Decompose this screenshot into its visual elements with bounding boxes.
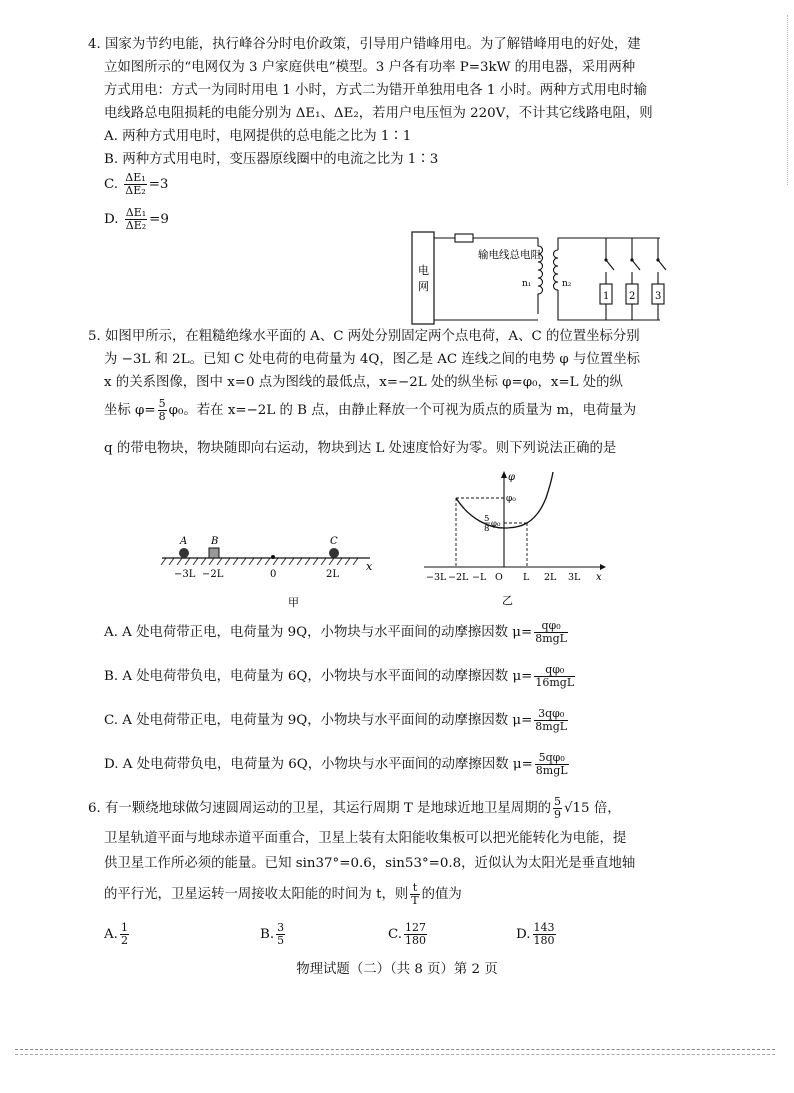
q4-option-c-fraction: [124, 172, 146, 197]
q6-option-d-label: D.: [516, 927, 531, 942]
q5-line1: 5. 如图甲所示，在粗糙绝缘水平面的 A、C 两处分别固定两个点电荷，A、C 的位置坐标分别: [88, 329, 640, 344]
label-c: C: [330, 536, 338, 547]
tick-neg3l: −3L: [174, 569, 196, 580]
secondary-coil: [554, 250, 559, 290]
frac-den: T: [411, 894, 419, 907]
n2-label: n₂: [562, 279, 572, 289]
q6-option-c-fraction: [404, 922, 427, 947]
q5-option-c-text: C. A 处电荷带正电，电荷量为 9Q，小物块与水平面间的动摩擦因数 μ=: [104, 713, 533, 728]
x-axis-label: x: [596, 572, 602, 583]
q5-line5: q 的带电物块，物块随即向右运动，物块到达 L 处速度恰好为零。则下列说法正确的是: [104, 441, 617, 456]
load-1-label: 1: [603, 291, 610, 302]
charge-a: [179, 548, 189, 558]
tick-neg2l: −2L: [202, 569, 224, 580]
grid-box: [412, 232, 434, 324]
q5-line4-end: φ₀。若在 x=−2L 的 B 点，由静止释放一个可视为质点的质量为 m，电荷量为: [168, 403, 637, 418]
q5-option-b: [104, 664, 577, 689]
frac-den: 8: [158, 410, 166, 423]
q6-line1-start: 6. 有一颗绕地球做匀速圆周运动的卫星，其运行周期 T 是地球近地卫星周期的: [88, 801, 551, 816]
label-a: A: [180, 536, 188, 547]
q6-option-a: [104, 922, 131, 947]
q4-line3: 方式用电：方式一为同时用电 1 小时，方式二为错开单独用电各 1 小时。两种方式用电时输: [104, 83, 647, 98]
frac-num: 5: [158, 397, 166, 410]
q5-line4-fraction: [158, 398, 167, 423]
frac-den: 5: [277, 934, 285, 947]
q6-line4-fraction: [410, 882, 419, 907]
q5-option-b-text: B. A 处电荷带负电，电荷量为 6Q，小物块与水平面间的动摩擦因数 μ=: [104, 669, 533, 684]
q5-option-a-text: A. A 处电荷带正电，电荷量为 9Q，小物块与水平面间的动摩擦因数 μ=: [104, 625, 533, 640]
phi0-label: φ₀: [506, 494, 516, 504]
caption-yi: 乙: [502, 594, 513, 607]
frac-den: 16mgL: [535, 676, 575, 689]
phi58-den: 8: [484, 524, 490, 534]
q6-option-b-fraction: [276, 922, 285, 947]
q5-line4-start: 坐标 φ=: [104, 403, 156, 418]
q6-option-a-fraction: [120, 922, 129, 947]
x-axis-label: x: [366, 560, 373, 573]
origin-dot: [271, 555, 275, 559]
q4-line1: 4. 国家为节约电能，执行峰谷分时电价政策，引导用户错峰用电。为了解错峰用电的好处，建: [88, 37, 641, 52]
q6-option-c-label: C.: [388, 927, 403, 942]
ground-hatching: [161, 558, 358, 565]
frac-num: 1: [120, 921, 128, 934]
q5-option-c: [104, 708, 570, 733]
frac-num: 127: [405, 921, 427, 934]
frac-den: 8mgL: [535, 632, 567, 645]
tick-2l: 2L: [544, 572, 557, 583]
figure-yi: [420, 468, 610, 608]
q5-option-c-fraction: [534, 708, 568, 733]
q4-option-c-value: =3: [148, 177, 169, 192]
caption-jia: 甲: [288, 596, 299, 609]
frac-num: qφ₀: [534, 620, 568, 633]
q6-line4-start: 的平行光，卫星运转一周接收太阳能的时间为 t，则: [104, 887, 409, 902]
q6-option-d: [516, 922, 558, 947]
load-branch-2: [626, 238, 640, 320]
tick-0: 0: [270, 569, 277, 580]
transformer-circuit-figure: [410, 228, 672, 328]
q4-option-b: B. 两种方式用电时，变压器原线圈中的电流之比为 1∶3: [104, 152, 439, 167]
q6-option-b: [260, 922, 287, 947]
q5-line2: 为 −3L 和 2L。已知 C 处电荷的电荷量为 4Q，图乙是 AC 连线之间的电势 φ 与位置坐标: [104, 352, 640, 367]
q4-option-c-label: C.: [104, 177, 119, 192]
q4-option-d-value: =9: [149, 212, 169, 227]
frac-num: ΔE₁: [125, 171, 146, 184]
q5-line4: [104, 398, 636, 423]
q5-option-a: [104, 620, 570, 645]
q4-option-c: [104, 172, 168, 197]
q4-option-a: A. 两种方式用电时，电网提供的总电能之比为 1∶1: [104, 129, 412, 144]
q6-option-d-fraction: [533, 922, 556, 947]
frac-den: ΔE₂: [125, 184, 146, 197]
q5-option-d-fraction: [535, 752, 569, 777]
frac-num: qφ₀: [534, 664, 575, 677]
load-branch-1: [600, 238, 614, 320]
q4-option-d-label: D.: [104, 212, 119, 227]
q4-line4: 电线路总电阻损耗的电能分别为 ΔE₁、ΔE₂，若用户电压恒为 220V，不计其它线路电阻，则: [104, 106, 653, 121]
q6-option-a-label: A.: [104, 927, 118, 942]
q5-line3: x 的关系图像，图中 x=0 点为图线的最低点，x=−2L 处的纵坐标 φ=φ₀，x=L 处的纵: [104, 375, 623, 390]
q4-option-d: [104, 207, 169, 232]
frac-den: 8mgL: [535, 764, 568, 777]
line-resistor: [455, 234, 473, 242]
q6-line1-fraction: [553, 796, 562, 821]
figure-jia: [160, 530, 380, 610]
q6-option-b-label: B.: [260, 927, 275, 942]
label-b: B: [211, 536, 219, 547]
q5-option-d-text: D. A 处电荷带负电，电荷量为 6Q，小物块与水平面间的动摩擦因数 μ=: [104, 757, 533, 772]
frac-den: 180: [533, 934, 555, 947]
q5-option-b-fraction: [534, 664, 575, 689]
grid-label-2: 网: [418, 280, 429, 293]
phi58-num: 5: [484, 514, 490, 524]
tick-2l: 2L: [326, 569, 340, 580]
q6-line1-end: √15 倍，: [563, 801, 621, 816]
tick-3l: 3L: [568, 572, 581, 583]
q6-line1: [88, 796, 621, 821]
q6-line2: 卫星轨道平面与地球赤道平面重合，卫星上装有太阳能收集板可以把光能转化为电能，提: [104, 831, 627, 846]
resistor-label: 输电线总电阻: [478, 249, 541, 261]
frac-den: 180: [405, 934, 427, 947]
frac-den: ΔE₂: [125, 219, 147, 232]
grid-label-1: 电: [418, 264, 429, 277]
tick-l: L: [523, 572, 530, 583]
q6-line3: 供卫星工作所必须的能量。已知 sin37°=0.6，sin53°=0.8，近似认为太阳光是垂直地轴: [104, 856, 636, 871]
frac-den: 2: [120, 934, 128, 947]
tick-neg2l: −2L: [448, 572, 469, 583]
page-footer: 物理试题（二）（共 8 页）第 2 页: [296, 962, 498, 977]
frac-num: 3: [277, 921, 285, 934]
q4-option-d-fraction: [125, 207, 147, 232]
frac-num: t: [410, 882, 419, 895]
load-branch-3: [652, 238, 666, 320]
frac-num: 143: [533, 921, 555, 934]
frac-num: 5: [553, 795, 561, 808]
q6-line4: [104, 882, 462, 907]
frac-num: ΔE₁: [125, 206, 147, 219]
frac-den: 9: [553, 808, 561, 821]
load-3-label: 3: [655, 291, 662, 302]
q4-line2: 立如图所示的“电网仅为 3 户家庭供电”模型。3 户各有功率 P=3kW 的用电器，采用两种: [104, 60, 636, 75]
n1-label: n₁: [522, 279, 532, 289]
scan-artifact-line: [15, 1049, 775, 1055]
y-axis-label: φ: [508, 472, 516, 483]
frac-den: 8mgL: [535, 720, 568, 733]
charge-c: [329, 548, 339, 558]
tick-negl: −L: [472, 572, 487, 583]
frac-num: 5qφ₀: [535, 752, 569, 765]
q5-option-a-fraction: [534, 620, 568, 645]
load-2-label: 2: [629, 291, 636, 302]
frac-num: 3qφ₀: [534, 708, 568, 721]
scan-artifact-edge: [779, 15, 788, 185]
q6-option-c: [388, 922, 429, 947]
q5-option-d: [104, 752, 571, 777]
block-b: [209, 548, 219, 558]
q6-line4-end: 的值为: [421, 887, 462, 902]
phi58-sym: φ₀: [491, 519, 501, 529]
tick-neg3l: −3L: [426, 572, 447, 583]
tick-o: O: [495, 572, 503, 583]
